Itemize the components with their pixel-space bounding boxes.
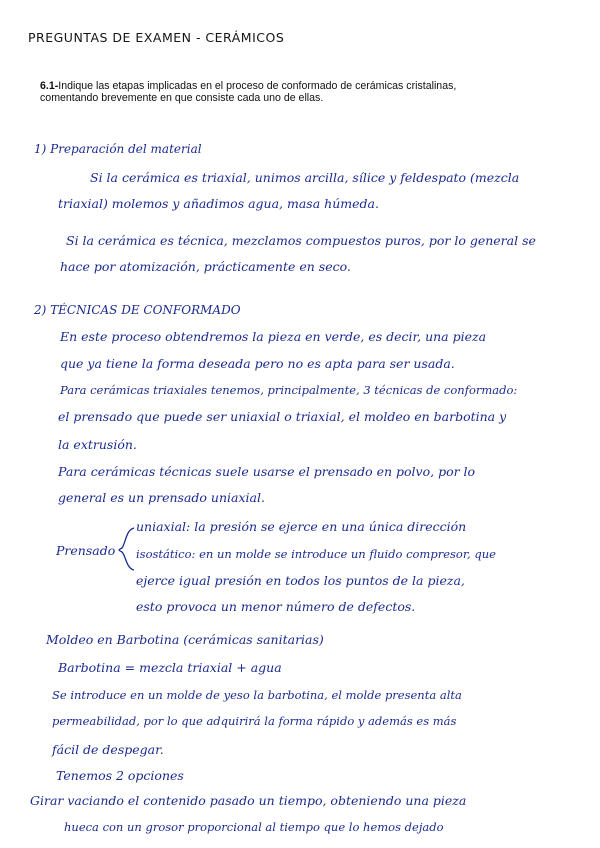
exam-question [40, 80, 460, 104]
text-line: Girar vaciando el contenido pasado un tiempo, obteniendo una pieza [30, 793, 467, 808]
text-line: Si la cerámica es triaxial, unimos arcilla, sílice y feldespato (mezcla [90, 170, 520, 185]
text-line: la extrusión. [58, 437, 137, 452]
text-line: Para cerámicas triaxiales tenemos, principalmente, 3 técnicas de conformado: [60, 383, 518, 397]
text-line: hueca con un grosor proporcional al tiempo que lo hemos dejado [64, 820, 444, 834]
text-line: ejerce igual presión en todos los puntos de la pieza, [136, 573, 465, 588]
text-line: que ya tiene la forma deseada pero no es apta para ser usada. [60, 356, 455, 371]
question-text: Indique las etapas implicadas en el proceso de conformado de cerámicas cristalinas, comentando brevemente en que consiste cada uno de ellas. [40, 80, 457, 104]
text-line: En este proceso obtendremos la pieza en verde, es decir, una pieza [60, 329, 487, 344]
text-line: el prensado que puede ser uniaxial o triaxial, el moldeo en barbotina y [58, 409, 507, 424]
prensado-uniaxial: uniaxial: la presión se ejerce en una única dirección [136, 519, 467, 534]
text-line: general es un prensado uniaxial. [58, 490, 265, 505]
text-line: Para cerámicas técnicas suele usarse el prensado en polvo, por lo [58, 464, 476, 479]
section-heading-preparation: 1) Preparación del material [34, 142, 202, 156]
text-line: Si la cerámica es técnica, mezclamos compuestos puros, por lo general se [66, 233, 536, 248]
text-line: esto provoca un menor número de defectos. [136, 599, 416, 614]
text-line: fácil de despegar. [52, 742, 164, 757]
text-line: Barbotina = mezcla triaxial + agua [58, 660, 282, 675]
brace-icon [116, 526, 136, 572]
text-line: Se introduce en un molde de yeso la barbotina, el molde presenta alta [52, 688, 462, 702]
text-line: triaxial) molemos y añadimos agua, masa húmeda. [58, 196, 379, 211]
prensado-label: Prensado [56, 543, 116, 558]
text-line: Tenemos 2 opciones [56, 768, 184, 783]
page-title: PREGUNTAS DE EXAMEN - CERÁMICOS [28, 30, 285, 45]
text-line: hace por atomización, prácticamente en seco. [60, 259, 351, 274]
question-number: 6.1- [40, 80, 59, 92]
prensado-isostatico: isostático: en un molde se introduce un fluido compresor, que [136, 547, 496, 561]
text-line: permeabilidad, por lo que adquirirá la forma rápido y además es más [52, 714, 457, 728]
section-heading-techniques: 2) TÉCNICAS DE CONFORMADO [34, 303, 241, 317]
moldeo-heading: Moldeo en Barbotina (cerámicas sanitarias) [46, 632, 324, 647]
